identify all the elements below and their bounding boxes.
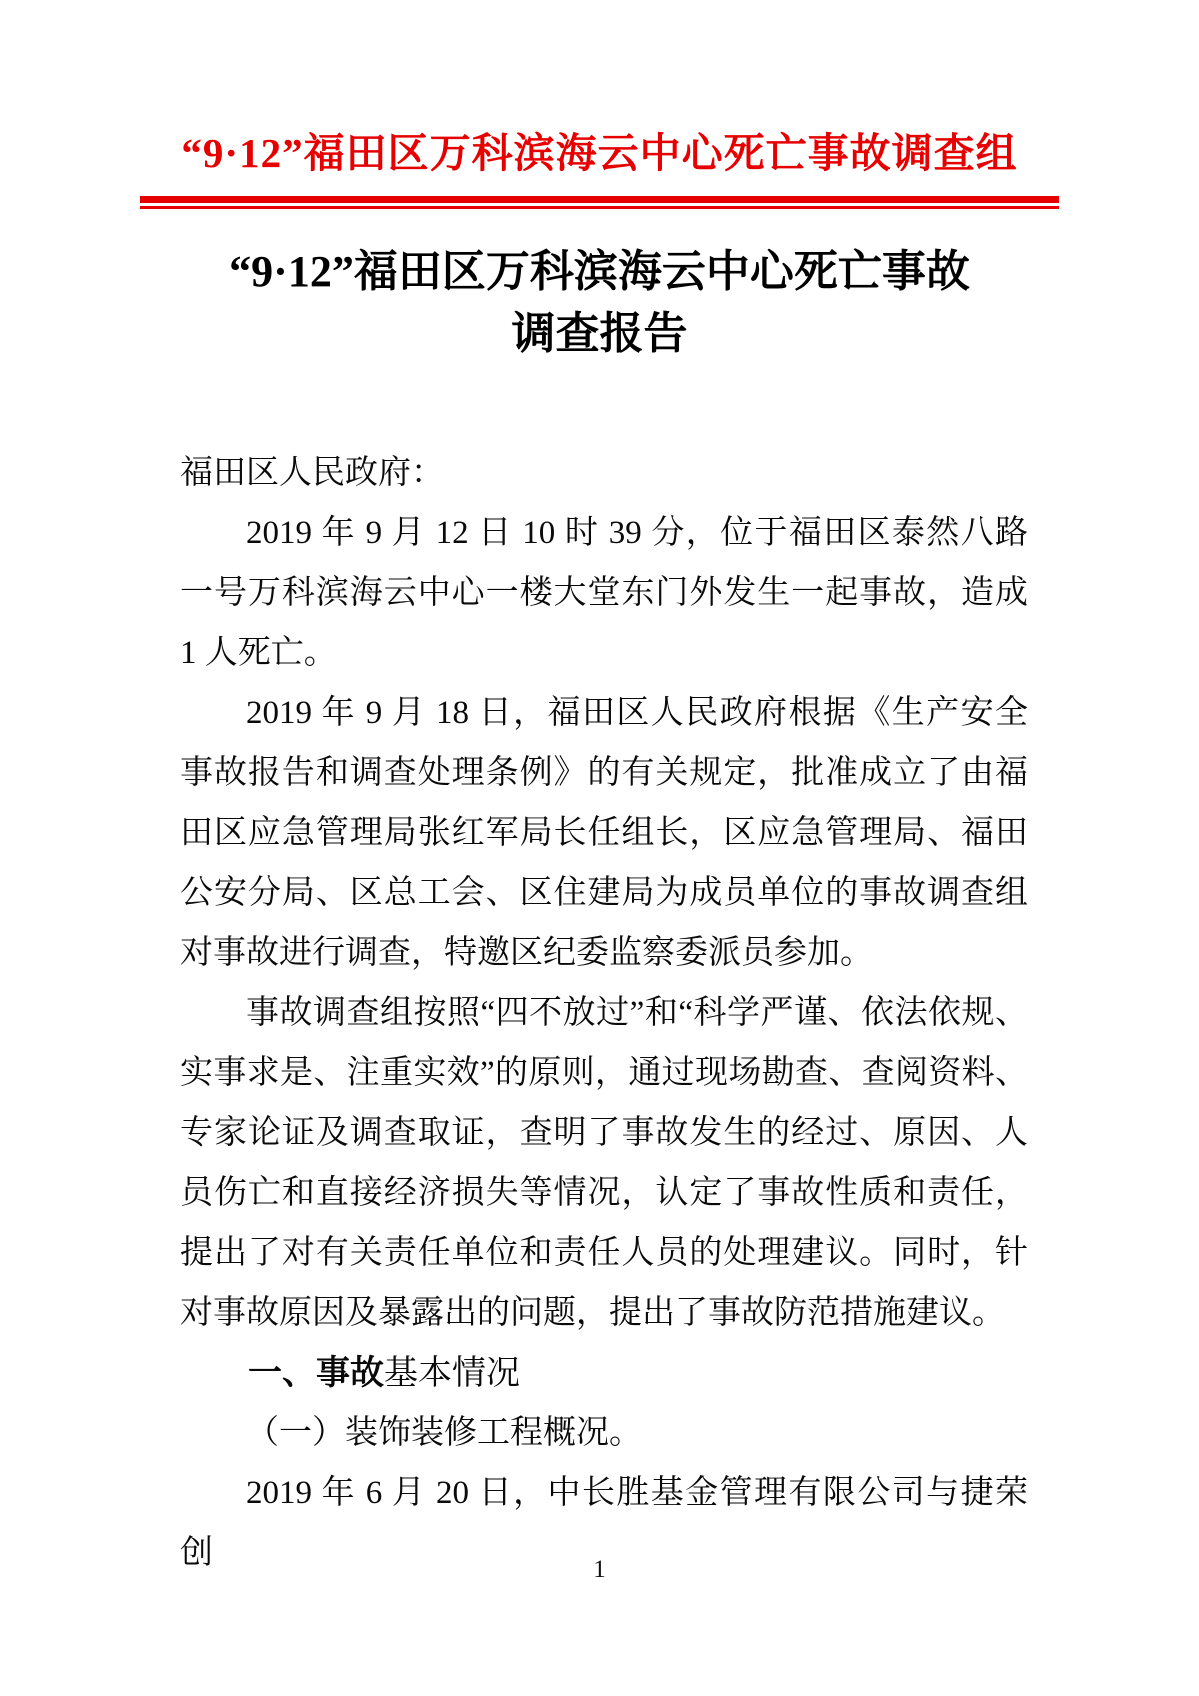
section-heading-title: 基本情况 — [384, 1354, 520, 1392]
letterhead-org-name: “9·12”福田区万科滨海云中心死亡事故调查组 — [181, 130, 1018, 176]
document-title-line2: 调查报告 — [511, 309, 688, 358]
letterhead-divider-line — [140, 196, 1059, 209]
document-title — [0, 241, 1199, 365]
paragraph-contract-start: 2019 年 6 月 20 日，中长胜基金管理有限公司与捷荣创 — [180, 1475, 1028, 1571]
section-heading-number: 一、事故 — [248, 1354, 384, 1392]
section-heading-basic-situation — [180, 1343, 1028, 1403]
subsection-heading-renovation-overview: （一）装饰装修工程概况。 — [246, 1415, 642, 1451]
paragraph-investigation-principles: 事故调查组按照“四不放过”和“科学严谨、依法依规、实事求是、注重实效”的原则，通过现场勘查、查阅资料、专家论证及调查取证，查明了事故发生的经过、原因、人员伤亡和直接经济损失等情况，认定了事故性质和责任，提出了对有关责任单位和责任人员的处理建议。同时，针对事故原因及暴露出的问题，提出了事故防范措施建议。 — [180, 995, 1028, 1331]
salutation: 福田区人民政府： — [180, 455, 444, 491]
paragraph-incident-summary: 2019 年 9 月 12 日 10 时 39 分，位于福田区泰然八路一号万科滨海云中心一楼大堂东门外发生一起事故，造成 1 人死亡。 — [180, 515, 1028, 671]
page-footer — [0, 1556, 1199, 1584]
paragraph-investigation-team: 2019 年 9 月 18 日，福田区人民政府根据《生产安全事故报告和调查处理条例》的有关规定，批准成立了由福田区应急管理局张红军局长任组长，区应急管理局、福田公安分局、区总工会、区住建局为成员单位的事故调查组对事故进行调查，特邀区纪委监察委派员参加。 — [180, 695, 1028, 971]
document-title-line1: “9·12”福田区万科滨海云中心死亡事故 — [229, 247, 970, 296]
letterhead — [0, 0, 1199, 209]
document-body — [180, 443, 1028, 1583]
page-number: 1 — [593, 1556, 606, 1583]
